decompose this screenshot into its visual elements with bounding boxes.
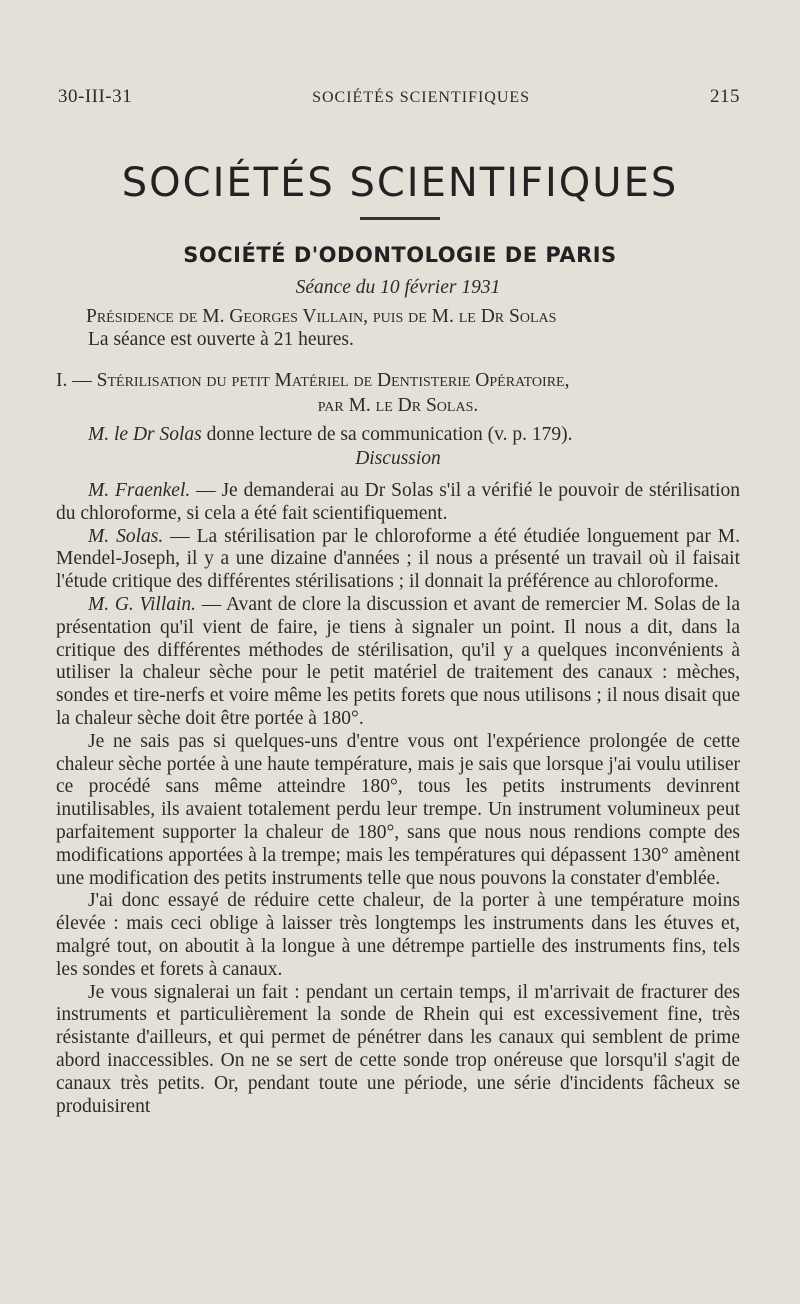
item-block [56,370,740,471]
discussion-body [56,480,740,1118]
paragraph-fracture: Je vous signalerai un fait : pendant un certain temps, il m'arrivait de fracturer des instruments et particulièrement la sonde de Rhein qui est excessivement fine, très résistante d'ailleurs, et qui permet de pénétrer dans les canaux qui semblent de prime abord inaccessibles. On ne se sert de cette sonde trop onéreuse que lorsqu'il s'agit de canaux très petits. Or, pendant toute une période, une série d'incidents fâcheux se produisirent [56,981,740,1117]
item-title-line2: par M. le Dr Solas. [317,394,479,416]
presidence-line: Présidence de M. Georges Villain, puis de M. le Dr Solas [86,305,557,327]
society-title: SOCIÉTÉ D'ODONTOLOGIE DE PARIS [183,243,617,267]
lecture-text: donne lecture de sa communication (v. p. 179). [201,423,573,445]
header-page-number: 215 [710,86,740,107]
section-title: SOCIÉTÉS SCIENTIFIQUES [121,160,679,206]
running-header [58,86,740,108]
speaker-solas: M. Solas. [88,525,164,547]
opening-line: La séance est ouverte à 21 heures. [88,328,354,350]
lecture-paragraph [56,424,740,447]
header-running-title: SOCIÉTÉS SCIENTIFIQUES [312,89,531,106]
paragraph-text: — Avant de clore la discussion et avant de remercier M. Solas de la présentation qu'il vient de faire, je tiens à signaler un point. Il nous a dit, dans la critique des différentes méthodes de stérilisation, qu'il y a quelques inconvénients à utiliser la chaleur sèche pour le petit matériel de traitement des canaux : mèches, sondes et tire-nerfs et voire même les petits forets que nous utilisons ; il nous disait que la chaleur sèche doit être portée à 180°. [56,593,740,729]
paragraph-villain [56,594,740,731]
paragraph-solas [56,526,740,594]
speaker-villain: M. G. Villain. [88,593,197,615]
title-rule [360,217,440,220]
paragraph-experience: Je ne sais pas si quelques-uns d'entre vous ont l'expérience prolongée de cette chaleur sèche portée à une haute température, mais je sais que lorsque j'ai voulu utiliser ce procédé sans même atteindre 180°, tous les petits instruments devinrent inutilisables, ils avaient totalement perdu leur trempe. Un instrument volumineux peut parfaitement supporter la chaleur de 180°, sans que nous nous rendions compte des modifications apportées à la trempe; mais les températures qui dépassent 130° amènent une modification des petits instruments telle que nous pouvons la constater d'emblée. [56,730,740,889]
discussion-title: Discussion [355,448,441,470]
header-date: 30-III-31 [58,86,133,107]
paragraph-fraenkel [56,480,740,526]
paragraph-text: — Je demanderai au Dr Solas s'il a vérifié le pouvoir de stérilisation du chloroforme, si cela a été fait scientifiquement. [56,480,740,524]
paragraph-text: — La stérilisation par le chloroforme a été étudiée longuement par M. Mendel-Joseph, il y a une dizaine d'années ; il nous a présenté un travail où il faisait l'étude critique des différentes stérilisations ; il donnait la préférence au chloroforme. [56,525,741,593]
speaker-fraenkel: M. Fraenkel. [88,480,191,501]
paragraph-reduce-heat: J'ai donc essayé de réduire cette chaleur, de la porter à une température moins élevée : mais ceci oblige à laisser très longtemps les instruments dans les étuves et, malgré tout, on aboutit à la longue à une détrempe partielle des instruments fins, tels les sondes et forets à canaux. [56,890,740,980]
seance-block [56,277,740,351]
lecture-speaker: M. le Dr Solas [88,423,202,445]
item-title-line1: I. — Stérilisation du petit Matériel de Dentisterie Opératoire, [56,370,570,391]
seance-date: Séance du 10 février 1931 [295,277,501,298]
